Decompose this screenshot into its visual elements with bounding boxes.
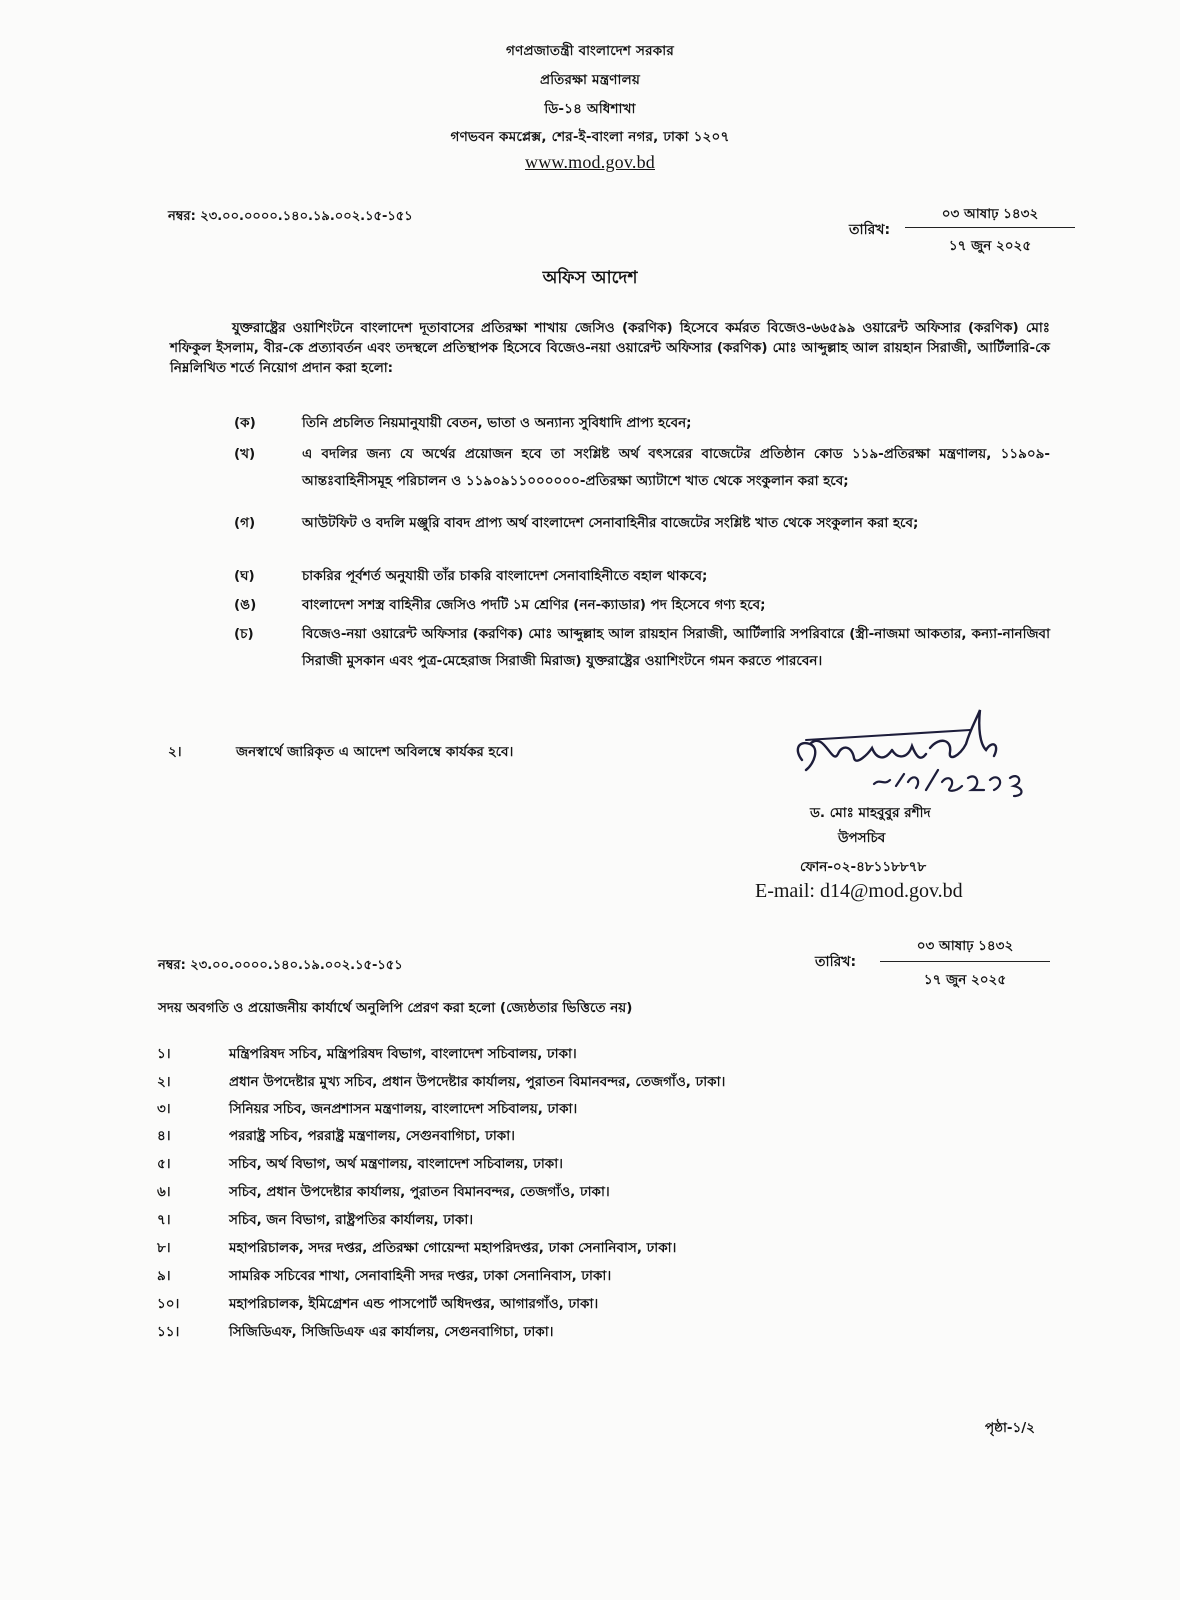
recipient-text: পররাষ্ট্র সচিব, পররাষ্ট্র মন্ত্রণালয়, সেগুনবাগিচা, ঢাকা।	[229, 1128, 515, 1144]
website-link[interactable]: www.mod.gov.bd	[525, 152, 655, 172]
copy-date-gregorian: ১৭ জুন ২০২৫	[923, 972, 1007, 988]
recipient-text: সামরিক সচিবের শাখা, সেনাবাহিনী সদর দপ্তর, ঢাকা সেনানিবাস, ঢাকা।	[229, 1268, 612, 1284]
condition-text: আউটফিট ও বদলি মঞ্জুরি বাবদ প্রাপ্য অর্থ বাংলাদেশ সেনাবাহিনীর বাজেটের সংশ্লিষ্ট খাত থেকে সংকুলান করা হবে;	[302, 515, 919, 531]
recipient-text: সিজিডিএফ, সিজিডিএফ এর কার্যালয়, সেগুনবাগিচা, ঢাকা।	[229, 1324, 554, 1340]
condition-ga	[170, 510, 1050, 570]
condition-mark: (চ)	[234, 626, 254, 642]
condition-mark: (ক)	[234, 415, 256, 431]
condition-mark: (ঙ)	[234, 597, 257, 613]
ministry-name: প্রতিরক্ষা মন্ত্রণালয়	[539, 72, 640, 88]
condition-text: চাকরির পূর্বশর্ত অনুযায়ী তাঁর চাকরি বাংলাদেশ সেনাবাহিনীতে বহাল থাকবে;	[302, 568, 708, 584]
date-divider	[905, 227, 1075, 228]
copy-intro: সদয় অবগতি ও প্রয়োজনীয় কার্যার্থে অনুলিপি প্রেরণ করা হলো (জ্যেষ্ঠতার ভিত্তিতে নয়)	[158, 1000, 633, 1016]
copy-date-label: তারিখ:	[815, 954, 857, 970]
date-gregorian: ১৭ জুন ২০২৫	[948, 238, 1032, 254]
recipient-number: ৫।	[157, 1156, 171, 1172]
condition-text: বাংলাদেশ সশস্ত্র বাহিনীর জেসিও পদটি ১ম শ্রেণির (নন-ক্যাডার) পদ হিসেবে গণ্য হবে;	[302, 597, 766, 613]
condition-text: এ বদলির জন্য যে অর্থের প্রয়োজন হবে তা সংশ্লিষ্ট অর্থ বৎসরের বাজেটের প্রতিষ্ঠান কোড ১১৯-প্রতিরক্ষা মন্ত্রণালয়, ১১৯০৯-আন্তঃবাহিনীসমূহ পরিচালন ও ১১৯০৯১১০০০০০০-প্রতিরক্ষা অ্যাটাশে খাত থেকে সংকুলান করা হবে;	[302, 446, 1050, 489]
condition-text: বিজেও-নয়া ওয়ারেন্ট অফিসার (করণিক) মোঃ আব্দুল্লাহ আল রায়হান সিরাজী, আর্টিলারি সপরিবারে (স্ত্রী-নাজমা আকতার, কন্যা-নানজিবা সিরাজী মুসকান এবং পুত্র-মেহেরাজ সিরাজী মিরাজ) যুক্তরাষ্ট্রের ওয়াশিংটনে গমন করতে পারবেন।	[302, 626, 1050, 669]
condition-text: তিনি প্রচলিত নিয়মানুযায়ী বেতন, ভাতা ও অন্যান্য সুবিধাদি প্রাপ্য হবেন;	[302, 415, 692, 431]
recipient-number: ১০।	[157, 1296, 180, 1312]
recipient-text: সচিব, অর্থ বিভাগ, অর্থ মন্ত্রণালয়, বাংলাদেশ সচিবালয়, ঢাকা।	[229, 1156, 563, 1172]
recipient-text: সিনিয়র সচিব, জনপ্রশাসন মন্ত্রণালয়, বাংলাদেশ সচিবালয়, ঢাকা।	[229, 1101, 578, 1117]
branch-name: ডি-১৪ অধিশাখা	[544, 101, 636, 117]
recipient-number: ৯।	[157, 1268, 171, 1284]
copy-memo-number: নম্বর: ২৩.০০.০০০০.১৪০.১৯.০০২.১৫-১৫১	[158, 958, 403, 973]
condition-ca	[170, 621, 1050, 711]
govt-name: গণপ্রজাতন্ত্রী বাংলাদেশ সরকার	[506, 43, 674, 59]
condition-ka	[170, 410, 1050, 440]
signatory-designation: উপসচিব	[838, 830, 886, 846]
item-2-number: ২।	[168, 744, 182, 760]
recipient-number: ৮।	[157, 1240, 171, 1256]
condition-mark: (গ)	[234, 515, 256, 531]
handwritten-signature	[780, 700, 1060, 810]
condition-mark: (খ)	[234, 446, 256, 462]
recipient-number: ১১।	[157, 1324, 180, 1340]
item-2-text: জনস্বার্থে জারিকৃত এ আদেশ অবিলম্বে কার্যকর হবে।	[236, 744, 514, 760]
date-label: তারিখ:	[849, 222, 891, 238]
recipient-number: ৬।	[157, 1184, 171, 1200]
memo-number: নম্বর: ২৩.০০.০০০০.১৪০.১৯.০০২.১৫-১৫১	[168, 209, 413, 224]
signatory-name: ড. মোঃ মাহবুবুর রশীদ	[810, 805, 931, 821]
copy-date-divider	[880, 961, 1050, 962]
signatory-email[interactable]: E-mail: d14@mod.gov.bd	[755, 880, 963, 902]
recipient-number: ৩।	[157, 1101, 171, 1117]
office-address: গণভবন কমপ্লেক্স, শের-ই-বাংলা নগর, ঢাকা ১২০৭	[450, 129, 730, 145]
date-bangla: ০৩ আষাঢ় ১৪৩২	[941, 206, 1039, 222]
recipient-text: মহাপরিচালক, সদর দপ্তর, প্রতিরক্ষা গোয়েন্দা মহাপরিদপ্তর, ঢাকা সেনানিবাস, ঢাকা।	[229, 1240, 677, 1256]
recipient-text: মহাপরিচালক, ইমিগ্রেশন এন্ড পাসপোর্ট অধিদপ্তর, আগারগাঁও, ঢাকা।	[229, 1296, 599, 1312]
condition-mark: (ঘ)	[234, 568, 255, 584]
page-number: পৃষ্ঠা-১/২	[985, 1420, 1035, 1436]
recipient-text: সচিব, প্রধান উপদেষ্টার কার্যালয়, পুরাতন বিমানবন্দর, তেজগাঁও, ঢাকা।	[229, 1184, 610, 1200]
recipient-text: সচিব, জন বিভাগ, রাষ্ট্রপতির কার্যালয়, ঢাকা।	[229, 1212, 474, 1228]
recipient-number: ২।	[157, 1074, 171, 1090]
order-paragraph: যুক্তরাষ্ট্রের ওয়াশিংটনে বাংলাদেশ দূতাবাসের প্রতিরক্ষা শাখায় জেসিও (করণিক) হিসেবে কর্মরত বিজেও-৬৬৫৯৯ ওয়ারেন্ট অফিসার (করণিক) মোঃ শফিকুল ইসলাম, বীর-কে প্রত্যাবর্তন এবং তদস্থলে প্রতিস্থাপক হিসেবে বিজেও-নয়া ওয়ারেন্ট অফিসার (করণিক) মোঃ আব্দুল্লাহ আল রায়হান সিরাজী, আর্টিলারি-কে নিম্নলিখিত শর্তে নিয়োগ প্রদান করা হলো:	[170, 320, 1050, 376]
recipient-number: ৪।	[157, 1128, 171, 1144]
recipient-number: ৭।	[157, 1212, 171, 1228]
copy-date-bangla: ০৩ আষাঢ় ১৪৩২	[916, 938, 1014, 954]
recipient-text: মন্ত্রিপরিষদ সচিব, মন্ত্রিপরিষদ বিভাগ, বাংলাদেশ সচিবালয়, ঢাকা।	[229, 1046, 577, 1062]
recipient-text: প্রধান উপদেষ্টার মুখ্য সচিব, প্রধান উপদেষ্টার কার্যালয়, পুরাতন বিমানবন্দর, তেজগাঁও, ঢাকা।	[229, 1074, 726, 1090]
condition-uma	[170, 592, 1050, 622]
recipient-number: ১।	[157, 1046, 171, 1062]
signatory-phone: ফোন-০২-৪৮১১৮৮৭৮	[800, 859, 927, 875]
order-title: অফিস আদেশ	[542, 268, 638, 288]
condition-gha	[170, 563, 1050, 593]
